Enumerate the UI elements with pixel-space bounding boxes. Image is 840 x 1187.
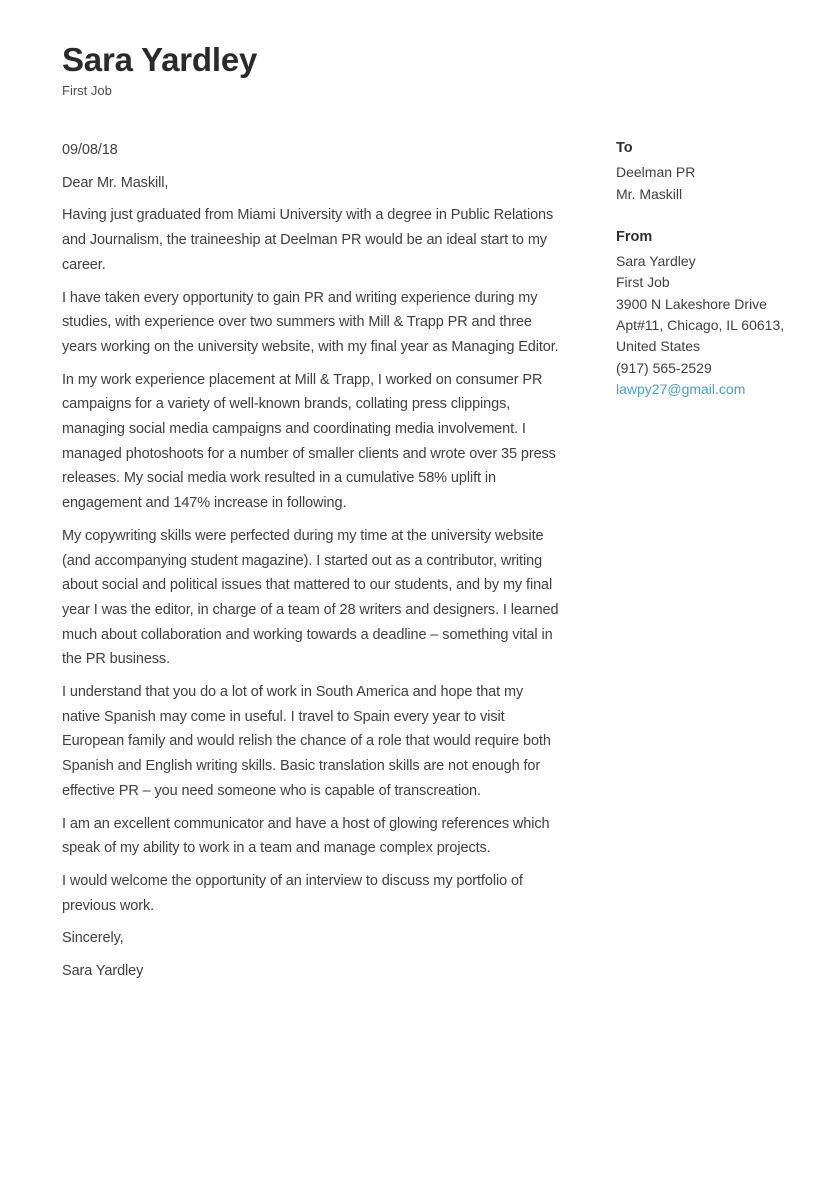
- letter-paragraph: My copywriting skills were perfected during my time at the university website (and accompanying student magazine). I started out as a contributor, writing about social and political issues that mattered to our students, and by my final year I was the editor, in charge of a team of 28 writers and designers. I learned much about collaboration and working towards a deadline – something vital in the PR business.: [62, 527, 559, 668]
- closing: Sincerely,: [62, 930, 124, 947]
- letter-paragraph: Having just graduated from Miami University with a degree in Public Relations and Journalism, the traineeship at Deelman PR would be an ideal start to my career.: [62, 207, 554, 273]
- sender-phone: (917) 565-2529: [616, 359, 712, 376]
- letter-header: [62, 40, 257, 98]
- salutation: Dear Mr. Maskill,: [62, 174, 169, 191]
- letter-paragraph: In my work experience placement at Mill & Trapp, I worked on consumer PR campaigns for a variety of well-known brands, collating press clippings, managing social media campaigns and coordinating media involvement. I managed photoshoots for a number of smaller clients and wrote over 35 press releases. My social media work resulted in a cumulative 58% uplift in engagement and 147% increase in following.: [62, 371, 556, 512]
- signature: Sara Yardley: [62, 963, 144, 980]
- recipient-name: Mr. Maskill: [616, 185, 683, 202]
- to-section: [616, 138, 806, 205]
- sender-address-line: United States: [616, 338, 701, 355]
- letter-paragraph: I am an excellent communicator and have a host of glowing references which speak of my ability to work in a team and manage complex projects.: [62, 815, 550, 857]
- from-section: [616, 227, 806, 400]
- sender-address-line: Apt#11, Chicago, IL 60613,: [616, 317, 785, 334]
- letter-paragraph: I have taken every opportunity to gain PR and writing experience during my studies, with experience over two summers with Mill & Trapp PR and three years working on the university website, with my final year as Managing Editor.: [62, 289, 559, 355]
- to-heading: To: [616, 140, 633, 156]
- sender-job-line: First Job: [616, 274, 670, 291]
- sender-address-line: 3900 N Lakeshore Drive: [616, 295, 767, 312]
- letter-paragraph: I would welcome the opportunity of an interview to discuss my portfolio of previous work.: [62, 872, 523, 914]
- letter-date: 09/08/18: [62, 142, 118, 158]
- letter-paragraph: I understand that you do a lot of work in South America and hope that my native Spanish may come in useful. I travel to Spain every year to visit European family and would relish the chance of a role that would require both Spanish and English writing skills. Basic translation skills are not enough for effective PR – you need someone who is capable of transcreation.: [62, 684, 551, 799]
- sender-name-title: Sara Yardley: [62, 41, 258, 78]
- sender-job-subtitle: First Job: [62, 82, 112, 98]
- sender-name-line: Sara Yardley: [616, 253, 696, 270]
- contact-sidebar: [616, 138, 806, 400]
- email-link[interactable]: lawpy27@gmail.com: [616, 380, 746, 397]
- letter-body: [62, 138, 562, 992]
- from-heading: From: [616, 228, 653, 245]
- recipient-company: Deelman PR: [616, 164, 696, 181]
